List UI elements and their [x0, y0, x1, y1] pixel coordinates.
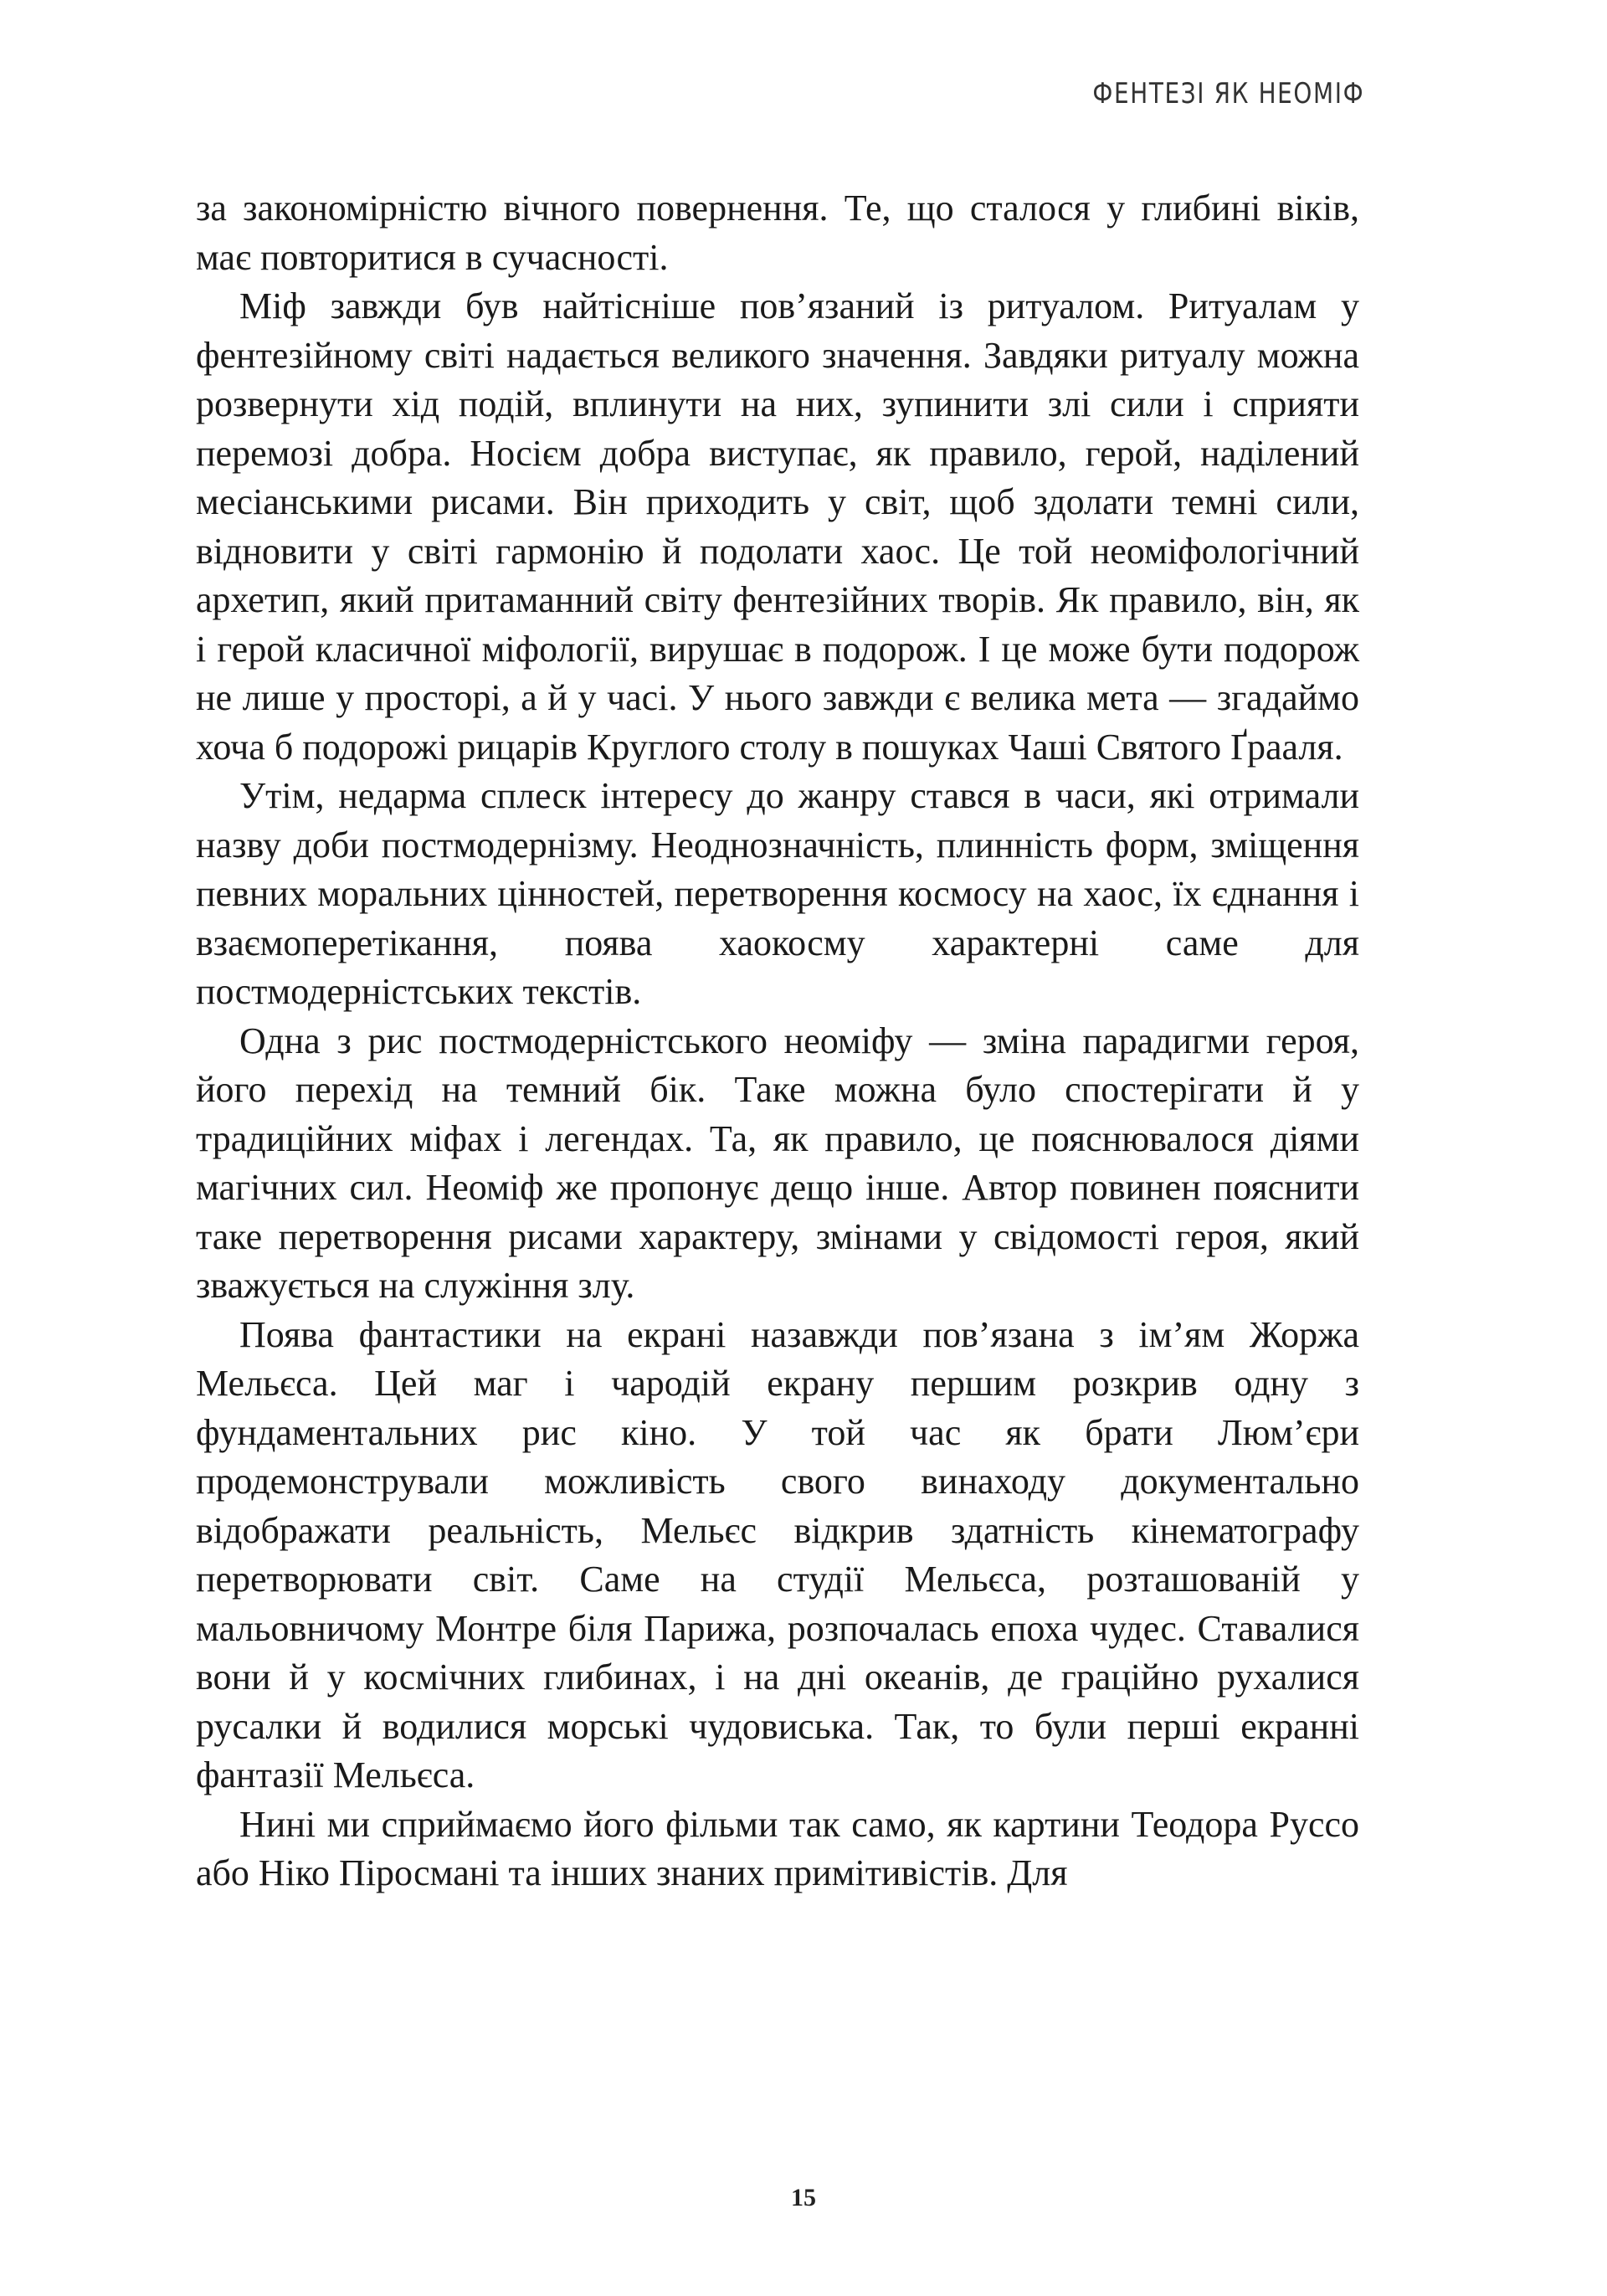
paragraph-2: Міф завжди був найтісніше пов’язаний із ритуалом. Ритуалам у фентезійному світі надається великого значення. Завдяки ритуалу можна розвернути хід подій, вплинути на них, зупинити злі сили і сприяти перемозі добра. Носієм добра виступає, як правило, герой, наділений месіанськими рисами. Він приходить у світ, щоб здолати темні сили, відновити у світі гармонію й подолати хаос. Це той неоміфологічний архетип, який притаманний світу фентезійних творів. Як правило, він, як і герой класичної міфології, вирушає в подорож. І це може бути подорож не лише у просторі, а й у часі. У нього завжди є велика мета — згадаймо хоча б подорожі рицарів Круглого столу в пошуках Чаші Святого Ґрааля. — [196, 285, 1359, 768]
paragraph-5: Поява фантастики на екрані назавжди пов’язана з ім’ям Жоржа Мельєса. Цей маг і чародій екрану першим розкрив одну з фундаментальних рис кіно. У той час як брати Люм’єри продемонстрували можливість свого винаходу документально відображати реальність, Мельєс відкрив здатність кінематографу перетворювати світ. Саме на студії Мельєса, розташованій у мальовничому Монтре біля Парижа, розпочалась епоха чудес. Ставалися вони й у космічних глибинах, і на дні океанів, де граційно рухалися русалки й водилися морські чудовиська. Так, то були перші екранні фантазії Мельєса. — [196, 1313, 1359, 1795]
paragraph-4: Одна з рис постмодерністського неоміфу — зміна парадигми героя, його перехід на темний бік. Таке можна було спостерігати й у традиційних міфах і легендах. Та, як правило, це пояснювалося діями магічних сил. Неоміф же пропонує дещо інше. Автор повинен пояснити таке перетворення рисами характеру, змінами у свідомості героя, який зважується на служіння злу. — [196, 1020, 1359, 1306]
paragraph-6: Нині ми сприймаємо його фільми так само, як картини Теодора Руссо або Ніко Піросмані та інших знаних примітивістів. Для — [196, 1803, 1359, 1893]
body-text — [196, 184, 1359, 1898]
paragraph-1: за закономірністю вічного повернення. Те, що сталося у глибині віків, має повторитися в сучасності. — [196, 187, 1359, 278]
running-head: ФЕНТЕЗІ ЯК НЕОМІФ — [1092, 77, 1364, 110]
paragraph-3: Утім, недарма сплеск інтересу до жанру стався в часи, які отримали назву доби постмодернізму. Неоднозначність, плинність форм, зміщення певних моральних цінностей, перетворення космосу на хаос, їх єднання і взаємоперетікання, поява хаокосму характерні саме для постмодерністських текстів. — [196, 775, 1359, 1012]
page-number: 15 — [791, 2184, 816, 2211]
